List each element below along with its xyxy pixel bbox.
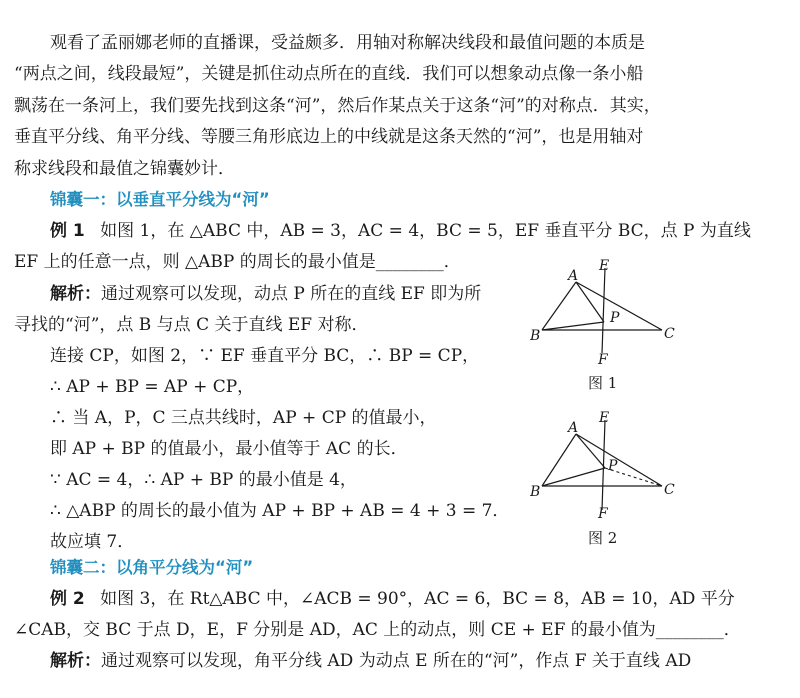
section1-heading: 锦囊一：以垂直平分线为“河” — [50, 190, 270, 209]
intro-line-2: “两点之间，线段最短”，关键是抓住动点所在的直线．我们可以想象动点像一条小船 — [14, 64, 644, 84]
fig1-label-p: P — [610, 310, 620, 326]
analysis1-line-4: ∴ AP + BP = AP + CP， — [50, 377, 255, 397]
example1-label: 例 1 — [50, 221, 85, 241]
fig1-segment-ap — [576, 282, 604, 322]
section2-heading: 锦囊二：以角平分线为“河” — [50, 558, 254, 577]
analysis1-line-6: 即 AP + BP 的值最小，最小值等于 AC 的长． — [50, 439, 408, 459]
analysis1-line-9: 故应填 7． — [50, 532, 135, 552]
example2-text-1: 如图 3，在 Rt△ABC 中，∠ACB = 90°，AC = 6，BC = 8，AB = 10，AD 平分 — [100, 589, 735, 609]
fig2-label-e: E — [599, 410, 610, 426]
intro-line-1: 观看了孟丽娜老师的直播课，受益颇多．用轴对称解决线段和最值问题的本质是 — [50, 33, 645, 53]
fig2-label-p: P — [608, 458, 618, 474]
analysis1-line-3: 连接 CP，如图 2，∵ EF 垂直平分 BC，∴ BP = CP， — [50, 346, 480, 366]
fig1-line-ef — [602, 268, 605, 353]
example1-line-2: EF 上的任意一点，则 △ABP 的周长的最小值是________． — [14, 252, 461, 272]
fig1-label-e: E — [599, 258, 610, 274]
example2-line-2: ∠CAB，交 BC 于点 D，E，F 分别是 AD，AC 上的动点，则 CE + EF 的最小值为________． — [14, 620, 741, 640]
figure-2-diagram — [530, 410, 690, 518]
example1-line-1 — [50, 220, 751, 242]
intro-line-5: 称求线段和最值之锦囊妙计． — [14, 159, 235, 179]
fig1-segment-bp — [542, 322, 604, 330]
analysis2-line-1 — [50, 650, 691, 672]
fig1-label-b: B — [530, 328, 541, 344]
example1-text-1: 如图 1，在 △ABC 中，AB = 3，AC = 4，BC = 5，EF 垂直平分 BC，点 P 为直线 — [100, 221, 751, 241]
analysis1-line-1 — [50, 283, 481, 305]
example2-line-1 — [50, 588, 735, 610]
fig1-label-c: C — [664, 326, 675, 342]
analysis1-label: 解析： — [50, 284, 101, 304]
figure-1-caption: 图 1 — [588, 374, 618, 392]
analysis1-line-2: 寻找的“河”，点 B 与点 C 关于直线 EF 对称． — [14, 315, 369, 335]
fig2-segment-ap — [576, 434, 605, 468]
fig2-label-f: F — [598, 506, 608, 518]
figure-2-caption: 图 2 — [588, 529, 618, 547]
analysis1-line-7: ∵ AC = 4，∴ AP + BP 的最小值是 4， — [50, 470, 357, 490]
fig2-segment-ac — [576, 434, 662, 486]
analysis2-text-1: 通过观察可以发现，角平分线 AD 为动点 E 所在的“河”，作点 F 关于直线 AD — [101, 651, 692, 671]
intro-line-4: 垂直平分线、角平分线、等腰三角形底边上的中线就是这条天然的“河”，也是用轴对 — [14, 127, 644, 147]
fig1-label-f: F — [598, 352, 608, 366]
analysis1-line-8: ∴ △ABP 的周长的最小值为 AP + BP + AB = 4 + 3 = 7． — [50, 501, 510, 521]
fig2-label-a: A — [568, 420, 579, 436]
analysis1-text-1: 通过观察可以发现，动点 P 所在的直线 EF 即为所 — [101, 284, 482, 304]
example2-label: 例 2 — [50, 589, 85, 609]
fig1-segment-ab — [542, 282, 576, 330]
figure-1-diagram — [530, 258, 690, 366]
analysis2-label: 解析： — [50, 651, 101, 671]
fig1-label-a: A — [568, 268, 579, 284]
fig2-label-b: B — [530, 484, 541, 500]
intro-line-3: 飘荡在一条河上，我们要先找到这条“河”，然后作某点关于这条“河”的对称点．其实， — [14, 96, 661, 116]
analysis1-line-5: ∴ 当 A，P，C 三点共线时，AP + CP 的值最小， — [50, 408, 437, 428]
fig2-label-c: C — [664, 482, 675, 498]
